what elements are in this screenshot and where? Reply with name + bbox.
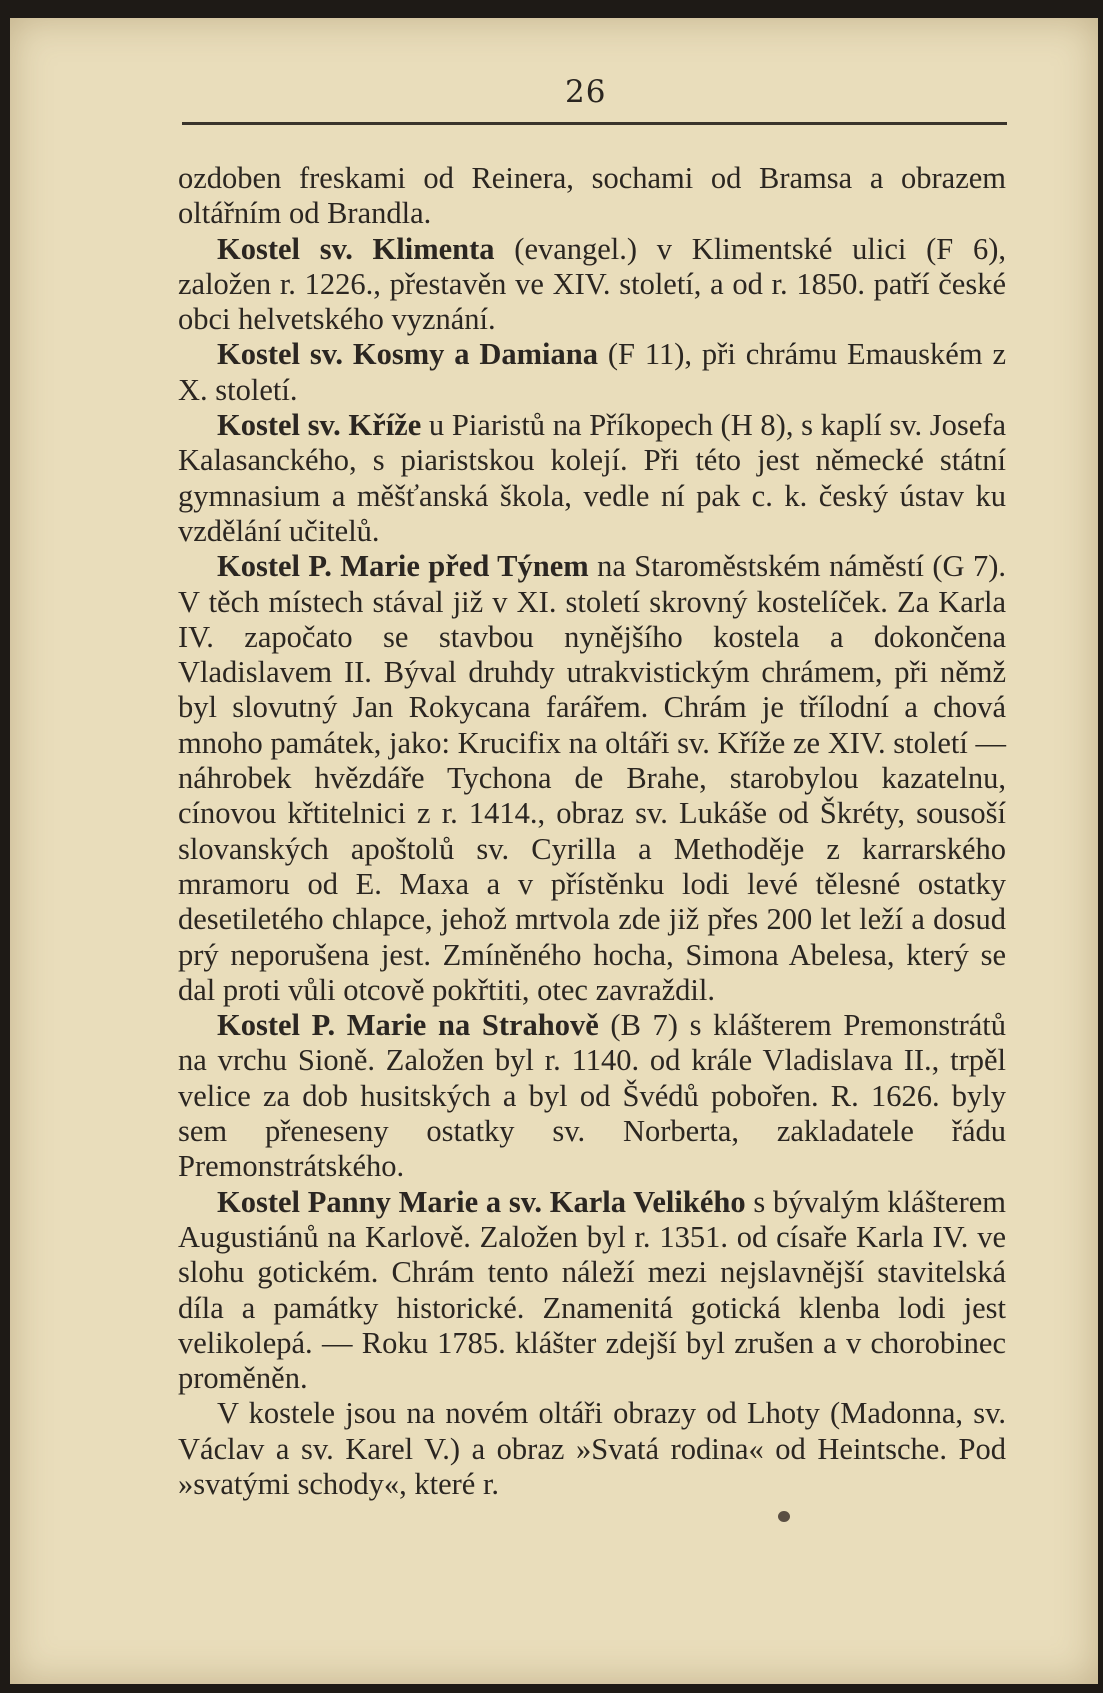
paragraph-lead: Kostel P. Marie před Týnem [217, 549, 589, 584]
paragraph-continuation [178, 161, 1006, 232]
paragraph-text: V kostele jsou na novém oltáři obrazy od Lhoty (Madonna, sv. Václav a sv. Karel V.) a obraz »Svatá rodina« od Heintsche. Pod »svatými schody«, které r. [178, 1396, 1006, 1501]
paragraph-lead: Kostel P. Marie na Strahově [217, 1008, 599, 1043]
paragraph-text: na Staroměstském náměstí (G 7). V těch místech stával již v XI. století skrovný kostelíček. Za Karla IV. započato se stavbou nynějšího kostela a dokončena Vladislavem II. Býval druhdy utrakvistickým chrámem, při němž byl slovutný Jan Rokycana farářem. Chrám je třílodní a chová mnoho památek, jako: Krucifix na oltáři sv. Kříže ze XIV. století — náhrobek hvězdáře Tychona de Brahe, starobylou kazatelnu, cínovou křtitelnici z r. 1414., obraz sv. Lukáše od Škréty, sousoší slovanských apoštolů sv. Cyrilla a Methoděje z karrarského mramoru od E. Maxa a v přístěnku lodi levé tělesné ostatky desetiletého chlapce, jehož mrtvola zde již přes 200 let leží a dosud prý neporušena jest. Zmíněného hocha, Simona Abelesa, který se dal proti vůli otcově pokřtiti, otec zavraždil. [178, 549, 1006, 1007]
paragraph-kostel-tyn [178, 549, 1006, 1008]
paragraph-text: (F 11), při chrámu Emauském z X. století. [178, 337, 1006, 407]
paragraph-text: s bývalým klášterem Augustiánů na Karlově. Založen byl r. 1351. od císaře Karla IV. ve slohu gotickém. Chrám tento náleží mezi nejslavnější stavitelská díla a památky historické. Znamenitá gotická klenba lodi jest velikolepá. — Roku 1785. klášter zdejší byl zrušen a v chorobinec proměněn. [178, 1184, 1006, 1396]
paragraph-kostel-strahov [178, 1008, 1006, 1184]
paragraph-lead: Kostel sv. Kříže [217, 408, 422, 443]
paragraph-lead: Kostel sv. Kosmy a Damiana [217, 337, 598, 372]
paragraph-novy-oltar [178, 1396, 1006, 1502]
book-page [10, 18, 1098, 1684]
paragraph-text: u Piaristů na Příkopech (H 8), s kaplí sv. Josefa Kalasanckého, s piaristskou kolejí. Při této jest německé státní gymnasium a měšťanská škola, vedle ní pak c. k. český ústav ku vzdělání učitelů. [178, 408, 1006, 548]
paragraph-lead: Kostel Panny Marie a sv. Karla Velikého [217, 1184, 746, 1219]
paragraph-text: ozdoben freskami od Reinera, sochami od Bramsa a obrazem oltářním od Brandla. [178, 161, 1006, 231]
page-number: 26 [565, 74, 607, 110]
body-text [178, 161, 1006, 1502]
paragraph-lead: Kostel sv. Klimenta [217, 231, 495, 266]
paragraph-text: (evangel.) v Klimentské ulici (F 6), založen r. 1226., přestavěn ve XIV. století, a od r. 1850. patří české obci helvetského vyznání. [178, 231, 1006, 337]
paragraph-kostel-kosmy-damiana [178, 337, 1006, 408]
header-rule [182, 122, 1007, 125]
paragraph-kostel-krize [178, 408, 1006, 549]
paragraph-kostel-klimenta [178, 232, 1006, 338]
paragraph-kostel-karlov [178, 1185, 1006, 1397]
ink-spot [778, 1511, 790, 1522]
paragraph-text: (B 7) s klášterem Premonstrátů na vrchu Sioně. Založen byl r. 1140. od krále Vladislava II., trpěl velice za dob husitských a byl od Švédů pobořen. R. 1626. byly sem přeneseny ostatky sv. Norberta, zakladatele řádu Premonstrátského. [178, 1008, 1006, 1184]
